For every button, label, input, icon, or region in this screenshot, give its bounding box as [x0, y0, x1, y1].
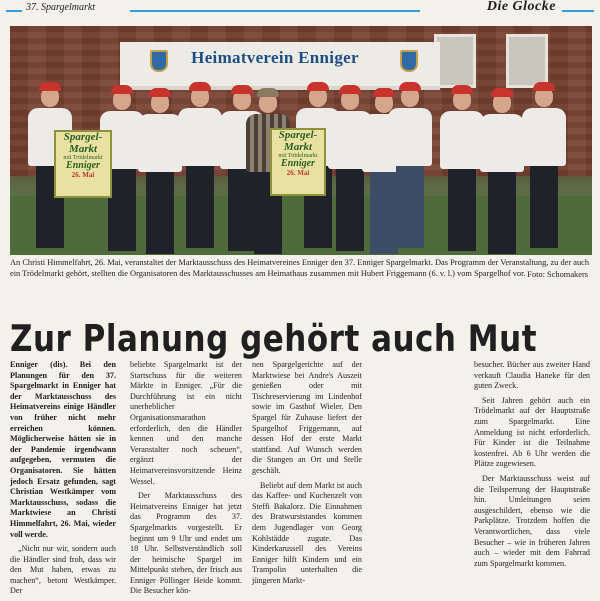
legs — [488, 172, 516, 254]
legs — [146, 172, 174, 254]
sign-line: Enniger — [66, 160, 100, 172]
article-column-3 — [252, 360, 362, 590]
red-cap — [491, 88, 513, 97]
sign-line: 26. Mai — [71, 170, 95, 179]
red-cap — [111, 85, 133, 94]
shirt — [440, 111, 484, 169]
sign-line: mit Trödelmarkt — [63, 155, 103, 162]
shirt — [388, 108, 432, 166]
red-cap — [231, 85, 253, 94]
red-cap — [399, 82, 421, 91]
body-paragraph: Beliebt auf dem Markt ist auch das Kaffee- und Kuchenzelt von Steffi Bakalorz. Die Einnahmen des Bratwurststandes kommen dem Jugendlager von Georg Kohlstädde zugute. Das Kinderkarussell des Vereins Enniger hilft Kindern und ein Trampolin unterhalten die jüngeren Markt- — [252, 480, 362, 585]
article-column-4 — [474, 360, 590, 573]
body-paragraph: Der Marktausschuss weist auf die Teilsperrung der Hauptstraße hin. Umleitungen seien ausgeschildert, ebenso wie die Parkplätze. Trotzdem hoffen die Verantwortlichen, dass viele Besucher – wie in früheren Jahren auch – wieder mit dem Fahrrad zum Spargelmarkt kommen. — [474, 473, 590, 568]
legs — [396, 166, 424, 248]
building-window — [434, 34, 476, 88]
header-rule-right — [560, 10, 594, 12]
header-rule-middle — [130, 10, 420, 12]
sign-line: Spargel- — [63, 131, 103, 143]
body-paragraph: nen Spargelgerichte auf der Marktwiese bei Andre's Auszeit genießen oder mit Tischreservierung im Lindenhof sowie im Gasthof Wieler. Den Spargel für Zuhause liefert der Spargelhof Friggemann, auf dessen Hof der erste Markt stattfand. Auf Wunsch werden die Stangen an Ort und Stelle geschält. — [252, 360, 362, 475]
red-cap — [339, 85, 361, 94]
body-paragraph: „Nicht nur wir, sondern auch die Händler sind froh, dass wir den Mut haben, etwas zu machen“, betont Westkämper. Der — [10, 544, 116, 596]
building-window — [506, 34, 548, 88]
spargelmarkt-sign-right — [270, 128, 326, 196]
legs — [186, 166, 214, 248]
legs — [108, 169, 136, 251]
red-cap — [39, 82, 61, 91]
legs — [228, 169, 256, 251]
red-cap — [373, 88, 395, 97]
photo-caption — [10, 258, 590, 279]
lead-paragraph: Enniger (dis). Bei den Planungen für den 37. Spargelmarkt in Enniger hat der Marktausschuss des Heimatvereins einige Händler von früher nicht mehr erreichen können. Möglicherweise hätten sie in der Pandemie irgendwann aufgegeben, vermuten die Organisatoren. Sie hätten jedoch Ersatz gefunden, sagt Christian Westkämper vom Marktausschuss, sodass die Marktwiese an Christi Himmelfahrt, 26. Mai, wieder voll werde. — [10, 360, 116, 539]
shirt — [178, 108, 222, 166]
sign-line: Spargel- — [278, 129, 318, 141]
sign-line: Markt — [283, 140, 313, 153]
shirt — [480, 114, 524, 172]
red-cap — [307, 82, 329, 91]
section-label: 37. Spargelmarkt — [22, 2, 99, 13]
red-cap — [451, 85, 473, 94]
red-cap — [533, 82, 555, 91]
sign-line: 26. Mai — [286, 168, 310, 177]
red-cap — [149, 88, 171, 97]
legs — [530, 166, 558, 248]
spargelmarkt-sign-left — [54, 130, 112, 198]
article-column-2 — [130, 360, 242, 601]
photo-credit: Foto: Schomakers — [527, 269, 588, 279]
caption-text: An Christi Himmelfahrt, 26. Mai, veranstaltet der Marktausschuss des Heimatvereines Enniger den 37. Enniger Spargelmarkt. Das Programm der Veranstaltung, zu der auch ein Trödelmarkt gehört, stellten die Organisatoren des Marktausschusses am Heimathaus zusammen mit Hubert Friggemann (6. v. l.) vom Spargelhof vor. — [10, 258, 590, 278]
sign-line: Markt — [68, 142, 98, 155]
legs — [370, 172, 398, 254]
article-photo — [10, 26, 592, 255]
legs — [336, 169, 364, 251]
page-header — [0, 0, 600, 18]
newspaper-masthead: Die Glocke — [481, 0, 562, 15]
body-paragraph: Der Marktausschuss des Heimatvereins Enniger hat jetzt das Programm des 37. Spargelmarkts vorgestellt. Er beginnt um 9 Uhr und endet um 18 Uhr. Selbstverständlich soll der heimische Spargel im Mittelpunkt stehen, der frisch aus Enniger Pöllinger Heide kommt. Die Besucher kön- — [130, 491, 242, 596]
red-cap — [257, 88, 279, 97]
body-paragraph: beliebte Spargelmarkt ist der Startschuss für die weiteren Märkte in Enniger. „Für die Durchführung ist ein nicht unerheblicher Organisationsmarathon erforderlich, den die Händler kennen und den manche Veranstalter noch scheuen“, ergänzt der Heimatvereinsvorsitzende Heinz Wessel. — [130, 360, 242, 486]
legs — [448, 169, 476, 251]
red-cap — [189, 82, 211, 91]
sign-line: mit Trödelmarkt — [278, 153, 318, 160]
shirt — [522, 108, 566, 166]
tent-banner-text: Heimatverein Enniger — [191, 48, 359, 67]
article-column-1 — [10, 360, 116, 601]
body-paragraph: Seit Jahren gehört auch ein Trödelmarkt auf der Hauptstraße zum Spargelmarkt. Eine Anmeldung ist nicht erforderlich. Für Kinder ist die Teilnahme kostenfrei. Ab 6 Uhr werden die Plätze zugewiesen. — [474, 395, 590, 469]
shirt — [138, 114, 182, 172]
article-headline: Zur Planung gehört auch Mut — [10, 318, 538, 361]
sign-line: Enniger — [281, 158, 315, 170]
body-paragraph: besucher. Bücher aus zweiter Hand verkauft Claudia Haneke für den guten Zweck. — [474, 360, 590, 391]
